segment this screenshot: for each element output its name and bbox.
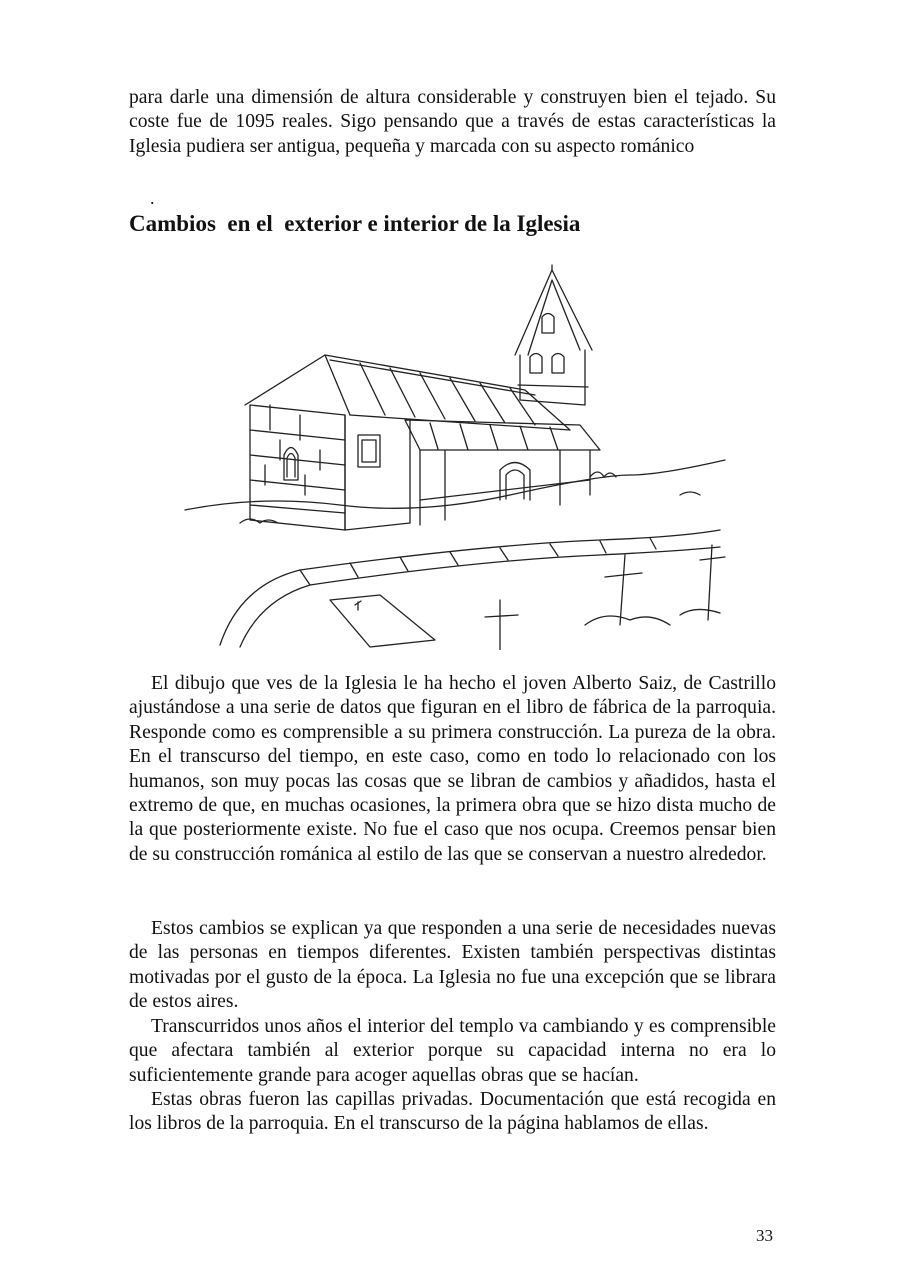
body-paragraph-4: Estas obras fueron las capillas privadas. Documentación que está recogida en los libros de la parroquia. En el transcurso de la página hablamos de ellas. <box>129 1089 776 1135</box>
body-paragraph-3: Transcurridos unos años el interior del templo va cambiando y es comprensible que afectara también al exterior porque su capacidad interna no era lo suficientemente grande para acoger aquellas obras que se hacían. <box>129 1016 776 1086</box>
stray-mark: . <box>150 188 155 208</box>
church-sketch-icon <box>180 255 730 650</box>
intro-paragraph: para darle una dimensión de altura considerable y construyen bien el tejado. Su coste fue de 1095 reales. Sigo pensando que a través de estas características la Iglesia pudiera ser antigua, pequeña y marcada con su aspecto románico <box>129 87 776 157</box>
body-paragraph-1: El dibujo que ves de la Iglesia le ha hecho el joven Alberto Saiz, de Castrillo ajustándose a una serie de datos que figuran en el libro de fábrica de la parroquia. Responde como es comprensible a su primera construcción. La pureza de la obra. En el transcurso del tiempo, en este caso, como en todo lo relacionado con los humanos, son muy pocas las cosas que se libran de cambios y añadidos, hasta el extremo de que, en muchas ocasiones, la primera obra que se hizo dista mucho de la que posteriormente existe. No fue el caso que nos ocupa. Creemos pensar bien de su construcción románica al estilo de las que se conservan a nuestro alrededor. <box>129 673 776 865</box>
body-paragraph-2: Estos cambios se explican ya que responden a una serie de necesidades nuevas de las personas en tiempos diferentes. Existen también perspectivas distintas motivadas por el gusto de la época. La Iglesia no fue una excepción que se librara de estos aires. <box>129 918 776 1013</box>
page-number: 33 <box>756 1226 773 1245</box>
section-heading: Cambios en el exterior e interior de la Iglesia <box>129 211 581 236</box>
